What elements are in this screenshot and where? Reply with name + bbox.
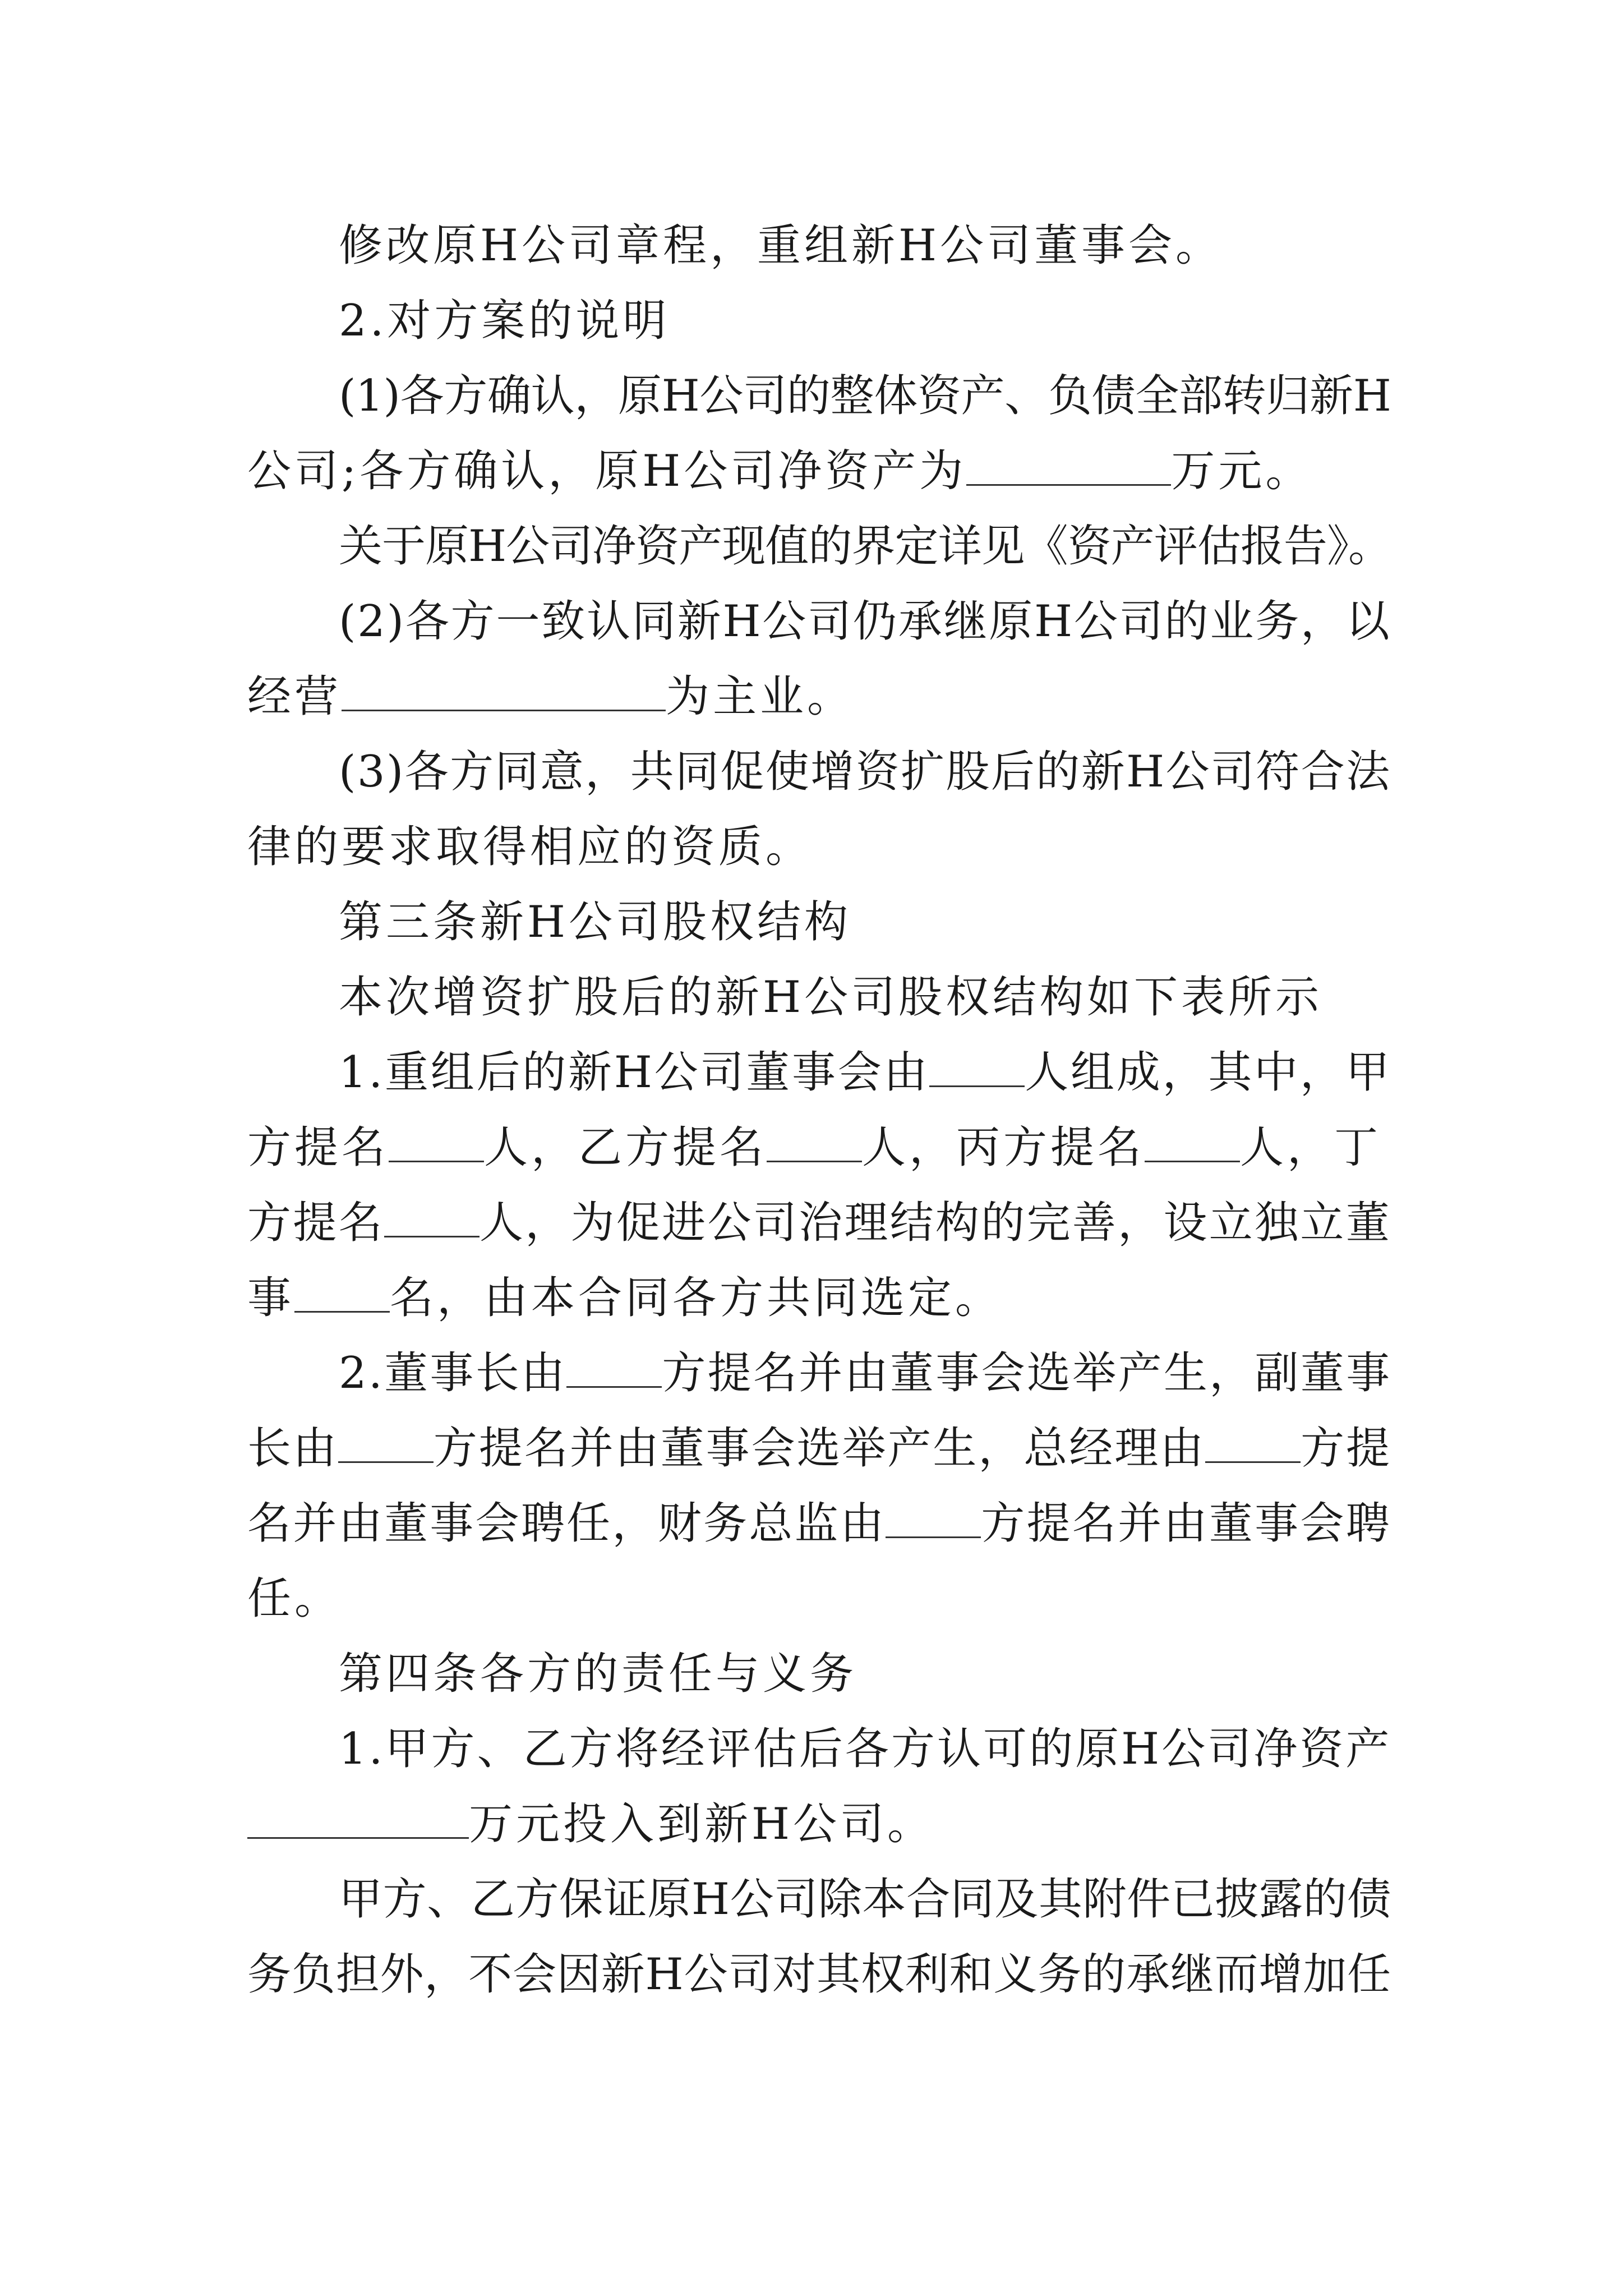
text: 名并由董事会聘任，财务总监由 <box>247 1498 886 1549</box>
text: 任。 <box>247 1573 342 1624</box>
paragraph-line <box>247 1496 1391 1552</box>
text: 为主业。 <box>666 671 855 722</box>
article-heading <box>339 894 1391 950</box>
paragraph-line <box>339 1871 1391 1927</box>
text: 长由 <box>247 1423 338 1474</box>
fill-in-blank[interactable] <box>247 1798 469 1839</box>
text: 方提名并由董事会选举产生，总经理由 <box>433 1423 1206 1474</box>
text: (3)各方同意，共同促使增资扩股后的新H公司符合法 <box>339 747 1391 797</box>
text: 万元。 <box>1171 446 1313 496</box>
text: 本次增资扩股后的新H公司股权结构如下表所示 <box>339 972 1323 1023</box>
text: 甲方、乙方保证原H公司除本合同及其附件已披露的债 <box>339 1874 1392 1925</box>
fill-in-blank[interactable] <box>929 1046 1025 1087</box>
fill-in-blank[interactable] <box>1145 1121 1240 1162</box>
fill-in-blank[interactable] <box>338 1422 434 1463</box>
text: 人，丙方提名 <box>862 1122 1145 1173</box>
fill-in-blank[interactable] <box>566 1347 662 1388</box>
text: 2.董事长由 <box>339 1348 567 1398</box>
paragraph-line <box>247 669 1391 725</box>
paragraph-line <box>339 593 1391 650</box>
paragraph-line <box>247 1120 1391 1176</box>
paragraph-line <box>247 1195 1391 1251</box>
paragraph-line <box>339 218 1391 274</box>
text: 方提 <box>1301 1423 1392 1474</box>
paragraph-line <box>339 518 1391 574</box>
text: 方提名并由董事会聘 <box>981 1498 1392 1549</box>
text: 第四条各方的责任与义务 <box>339 1649 857 1699</box>
text: 修改原H公司章程，重组新H公司董事会。 <box>339 220 1223 271</box>
paragraph-line <box>339 1721 1391 1777</box>
text: 公司;各方确认，原H公司净资产为 <box>247 446 967 496</box>
paragraph-line <box>339 1045 1391 1101</box>
text: 名，由本合同各方共同选定。 <box>390 1273 1003 1323</box>
text: 关于原H公司净资产现值的界定详见《资产评估报告》。 <box>339 521 1392 572</box>
paragraph-line <box>339 744 1391 800</box>
paragraph-line <box>247 819 1391 875</box>
text: 务负担外，不会因新H公司对其权利和义务的承继而增加任 <box>247 1949 1392 2000</box>
text: 律的要求取得相应的资质。 <box>247 822 813 872</box>
text: 方提名 <box>247 1122 389 1173</box>
fill-in-blank[interactable] <box>294 1272 390 1313</box>
fill-in-blank[interactable] <box>767 1121 862 1162</box>
paragraph-line <box>247 1270 1391 1326</box>
paragraph-line <box>247 1420 1391 1476</box>
paragraph-line <box>339 969 1391 1025</box>
fill-in-blank[interactable] <box>389 1121 484 1162</box>
paragraph-line <box>247 443 1391 499</box>
fill-in-blank[interactable] <box>1205 1422 1301 1463</box>
text: 人，为促进公司治理结构的完善，设立独立董 <box>479 1198 1392 1248</box>
section-heading <box>339 293 1391 349</box>
text: 第三条新H公司股权结构 <box>339 897 852 947</box>
paragraph-line <box>339 1345 1391 1401</box>
fill-in-blank[interactable] <box>384 1197 479 1237</box>
text: 事 <box>247 1273 295 1323</box>
text: 万元投入到新H公司。 <box>469 1799 935 1849</box>
text: 2.对方案的说明 <box>339 296 670 346</box>
text: 人，乙方提名 <box>484 1122 767 1173</box>
paragraph-line <box>247 1571 1391 1627</box>
paragraph-line <box>339 368 1391 424</box>
text: 方提名 <box>247 1198 384 1248</box>
text: 人组成，其中，甲 <box>1025 1047 1392 1098</box>
text: 方提名并由董事会选举产生，副董事 <box>662 1348 1392 1398</box>
fill-in-blank[interactable] <box>342 670 666 711</box>
text: 人，丁 <box>1240 1122 1382 1173</box>
text: 1.重组后的新H公司董事会由 <box>339 1047 930 1098</box>
paragraph-line <box>247 1947 1391 2003</box>
text: 1.甲方、乙方将经评估后各方认可的原H公司净资产 <box>339 1724 1392 1774</box>
paragraph-line <box>247 1796 1391 1852</box>
fill-in-blank[interactable] <box>886 1497 981 1538</box>
text: (2)各方一致认同新H公司仍承继原H公司的业务，以 <box>339 596 1391 647</box>
article-heading <box>339 1646 1391 1702</box>
text: 经营 <box>247 671 342 722</box>
text: (1)各方确认，原H公司的整体资产、负债全部转归新H <box>339 371 1391 421</box>
fill-in-blank[interactable] <box>966 445 1171 486</box>
